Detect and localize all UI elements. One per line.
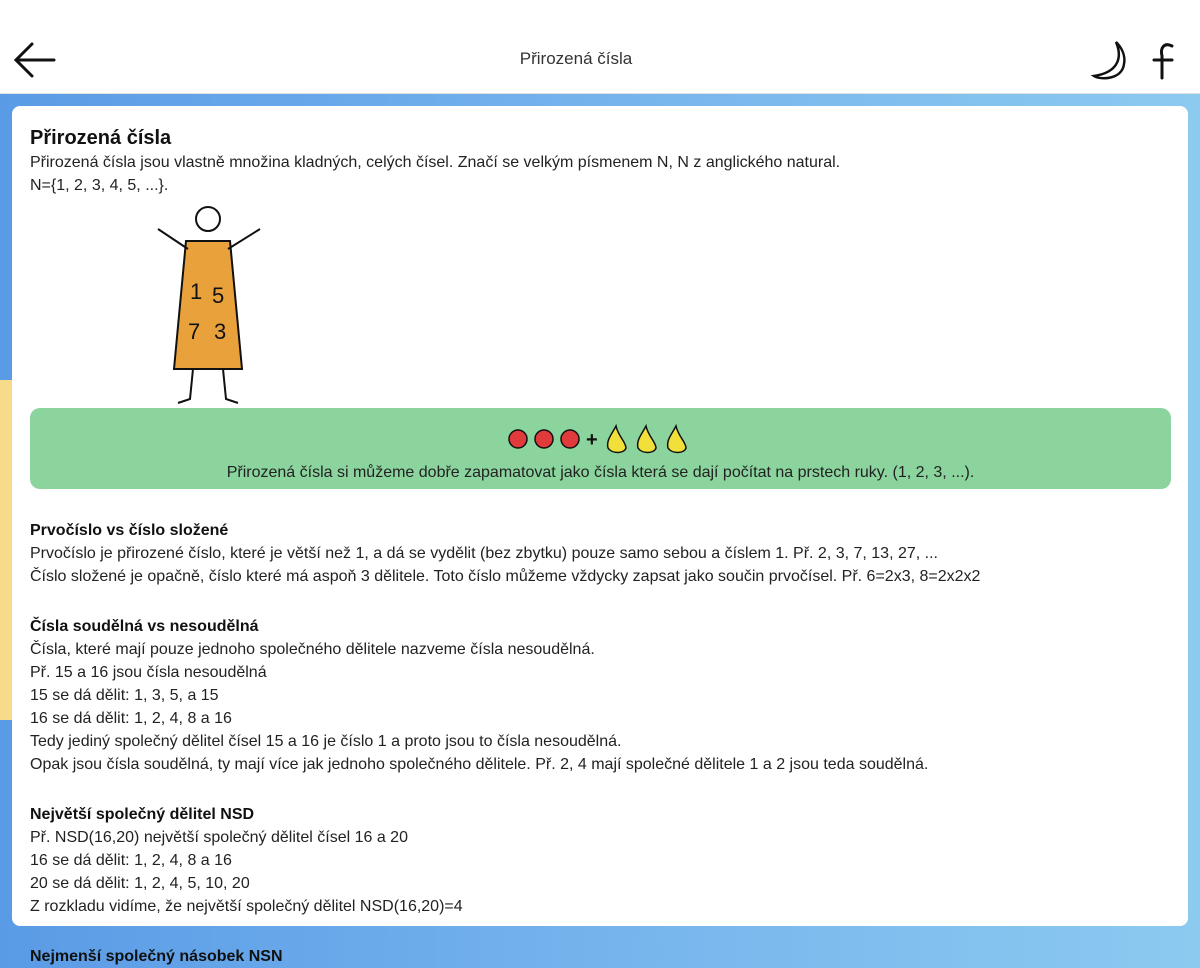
section-line: Z rozkladu vidíme, že největší společný dělitel NSD(16,20)=4	[30, 898, 463, 915]
section-title: Prvočíslo vs číslo složené	[30, 522, 229, 539]
section-title: Čísla soudělná vs nesoudělná	[30, 618, 259, 635]
section-line: Př. 15 a 16 jsou čísla nesoudělná	[30, 664, 267, 681]
section-line: 20 se dá dělit: 1, 2, 4, 5, 10, 20	[30, 875, 250, 892]
apples-plus-pears-icon	[506, 422, 696, 454]
section-line: Číslo složené je opačně, číslo které má aspoň 3 dělitele. Toto číslo můžeme vždycky zapsat jako součin prvočísel. Př. 6=2x3, 8=2x2x2	[30, 568, 981, 585]
section-lcm	[30, 945, 1180, 968]
section-line: Tedy jediný společný dělitel čísel 15 a 16 je číslo 1 a proto jsou to čísla nesoudělná.	[30, 733, 622, 750]
section-title: Nejmenší společný násobek NSN	[30, 948, 283, 965]
tip-box	[30, 408, 1171, 489]
section-line: 16 se dá dělit: 1, 2, 4, 8 a 16	[30, 710, 232, 727]
tip-text: Přirozená čísla si můžeme dobře zapamatovat jako čísla která se dají počítat na prstech ruky. (1, 2, 3, ...).	[226, 464, 975, 481]
figure-number: 3	[214, 319, 227, 344]
section-line: Př. NSD(16,20) největší společný dělitel čísel 16 a 20	[30, 829, 408, 846]
header-title: Přirozená čísla	[519, 49, 633, 68]
section-line: Prvočíslo je přirozené číslo, které je větší než 1, a dá se vydělit (bez zbytku) pouze samo sebou a číslem 1. Př. 2, 3, 7, 13, 27, ...	[30, 545, 938, 562]
facebook-icon[interactable]	[1150, 40, 1178, 80]
intro-line: Přirozená čísla jsou vlastně množina kladných, celých čísel. Značí se velkým písmenem N, N z anglického natural.	[30, 154, 841, 171]
figure-number: 5	[212, 283, 225, 308]
figure-number: 7	[188, 319, 201, 344]
section-line: 15 se dá dělit: 1, 3, 5, a 15	[30, 687, 219, 704]
number-character-illustration	[138, 199, 278, 409]
section-title: Největší společný dělitel NSD	[30, 806, 255, 823]
intro-title: Přirozená čísla	[30, 127, 172, 149]
top-bar	[0, 0, 1200, 94]
article	[30, 125, 1180, 968]
intro-line: N={1, 2, 3, 4, 5, ...}.	[30, 177, 169, 194]
figure-number: 1	[190, 279, 203, 304]
section-primes	[30, 519, 1180, 588]
section-line: Opak jsou čísla soudělná, ty mají více jak jednoho společného dělitele. Př. 2, 4 mají společné dělitele 1 a 2 jsou teda soudělná.	[30, 756, 929, 773]
section-gcd	[30, 803, 1180, 918]
section-coprime	[30, 615, 1180, 776]
dark-mode-moon-icon[interactable]	[1086, 38, 1128, 82]
plus-sign: +	[585, 429, 598, 451]
section-line: 16 se dá dělit: 1, 2, 4, 8 a 16	[30, 852, 232, 869]
section-line: Čísla, které mají pouze jednoho společného dělitele nazveme čísla nesoudělná.	[30, 641, 595, 658]
